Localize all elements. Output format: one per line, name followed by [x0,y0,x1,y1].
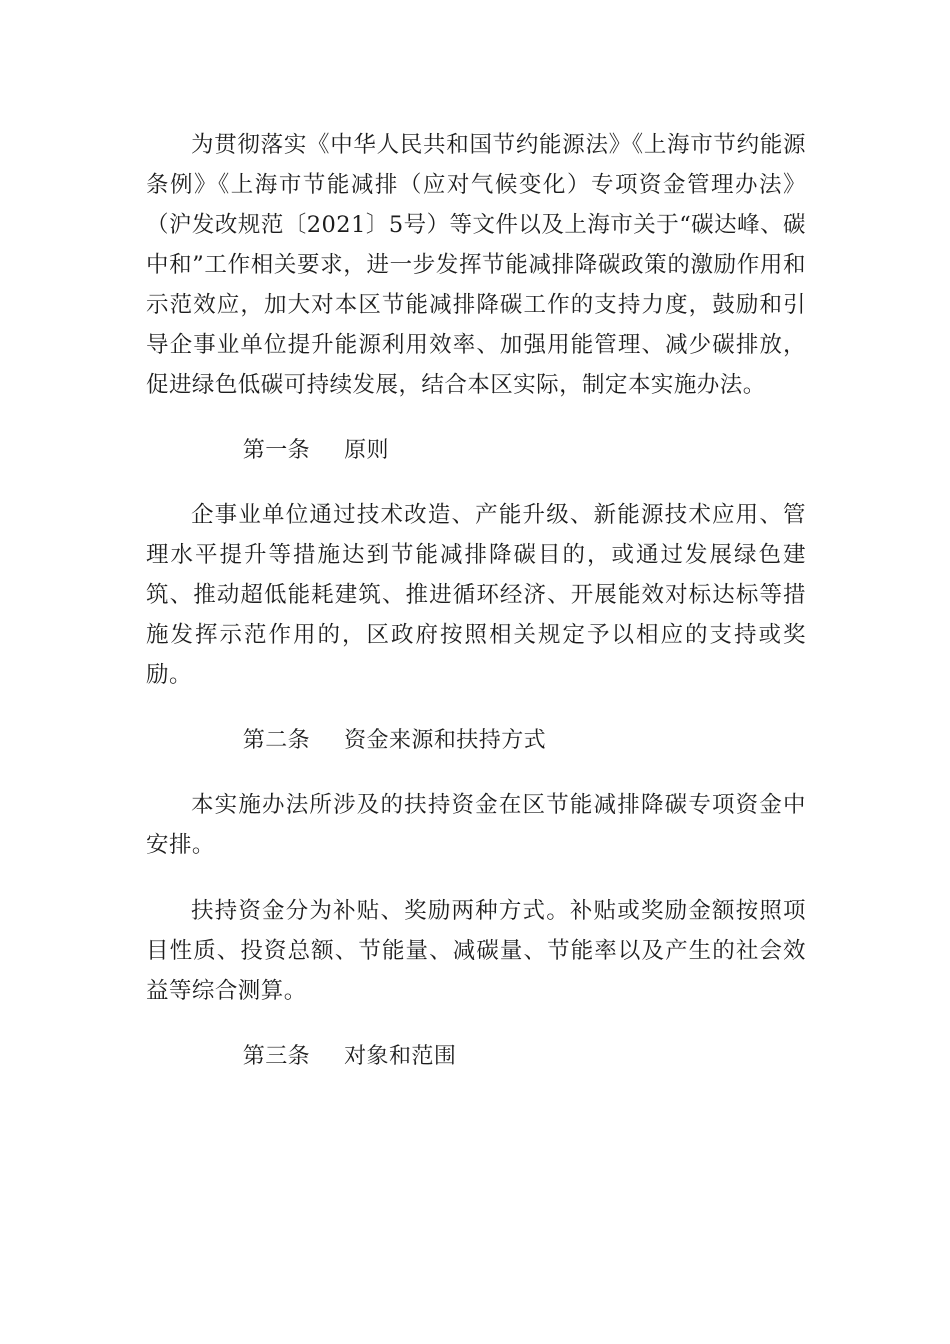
article-1-title: 原则 [344,438,389,463]
article-2-title: 资金来源和扶持方式 [344,728,547,753]
article-2-paragraph-1: 本实施办法所涉及的扶持资金在区节能减排降碳专项资金中安排。 [146,792,806,858]
article-3-title: 对象和范围 [344,1044,457,1069]
document-page [146,125,806,1077]
article-1-paragraph: 企事业单位通过技术改造、产能升级、新能源技术应用、管理水平提升等措施达到节能减排降碳目的，或通过发展绿色建筑、推动超低能耗建筑、推进循环经济、开展能效对标达标等措施发挥示范作用的，区政府按照相关规定予以相应的支持或奖励。 [146,502,806,688]
article-1-label: 第一条 [242,438,311,463]
intro-paragraph: 为贯彻落实《中华人民共和国节约能源法》《上海市节约能源条例》《上海市节能减排（应对气候变化）专项资金管理办法》（沪发改规范〔2021〕5号）等文件以及上海市关于“碳达峰、碳中和”工作相关要求，进一步发挥节能减排降碳政策的激励作用和示范效应，加大对本区节能减排降碳工作的支持力度，鼓励和引导企事业单位提升能源利用效率、加强用能管理、减少碳排放，促进绿色低碳可持续发展，结合本区实际，制定本实施办法。 [146,132,806,398]
article-3-label: 第三条 [242,1044,311,1069]
article-2-label: 第二条 [242,728,311,753]
article-2-heading [146,721,806,761]
article-1-heading [146,431,806,471]
article-3-heading [146,1037,806,1077]
article-2-paragraph-2: 扶持资金分为补贴、奖励两种方式。补贴或奖励金额按照项目性质、投资总额、节能量、减碳量、节能率以及产生的社会效益等综合测算。 [146,898,806,1004]
